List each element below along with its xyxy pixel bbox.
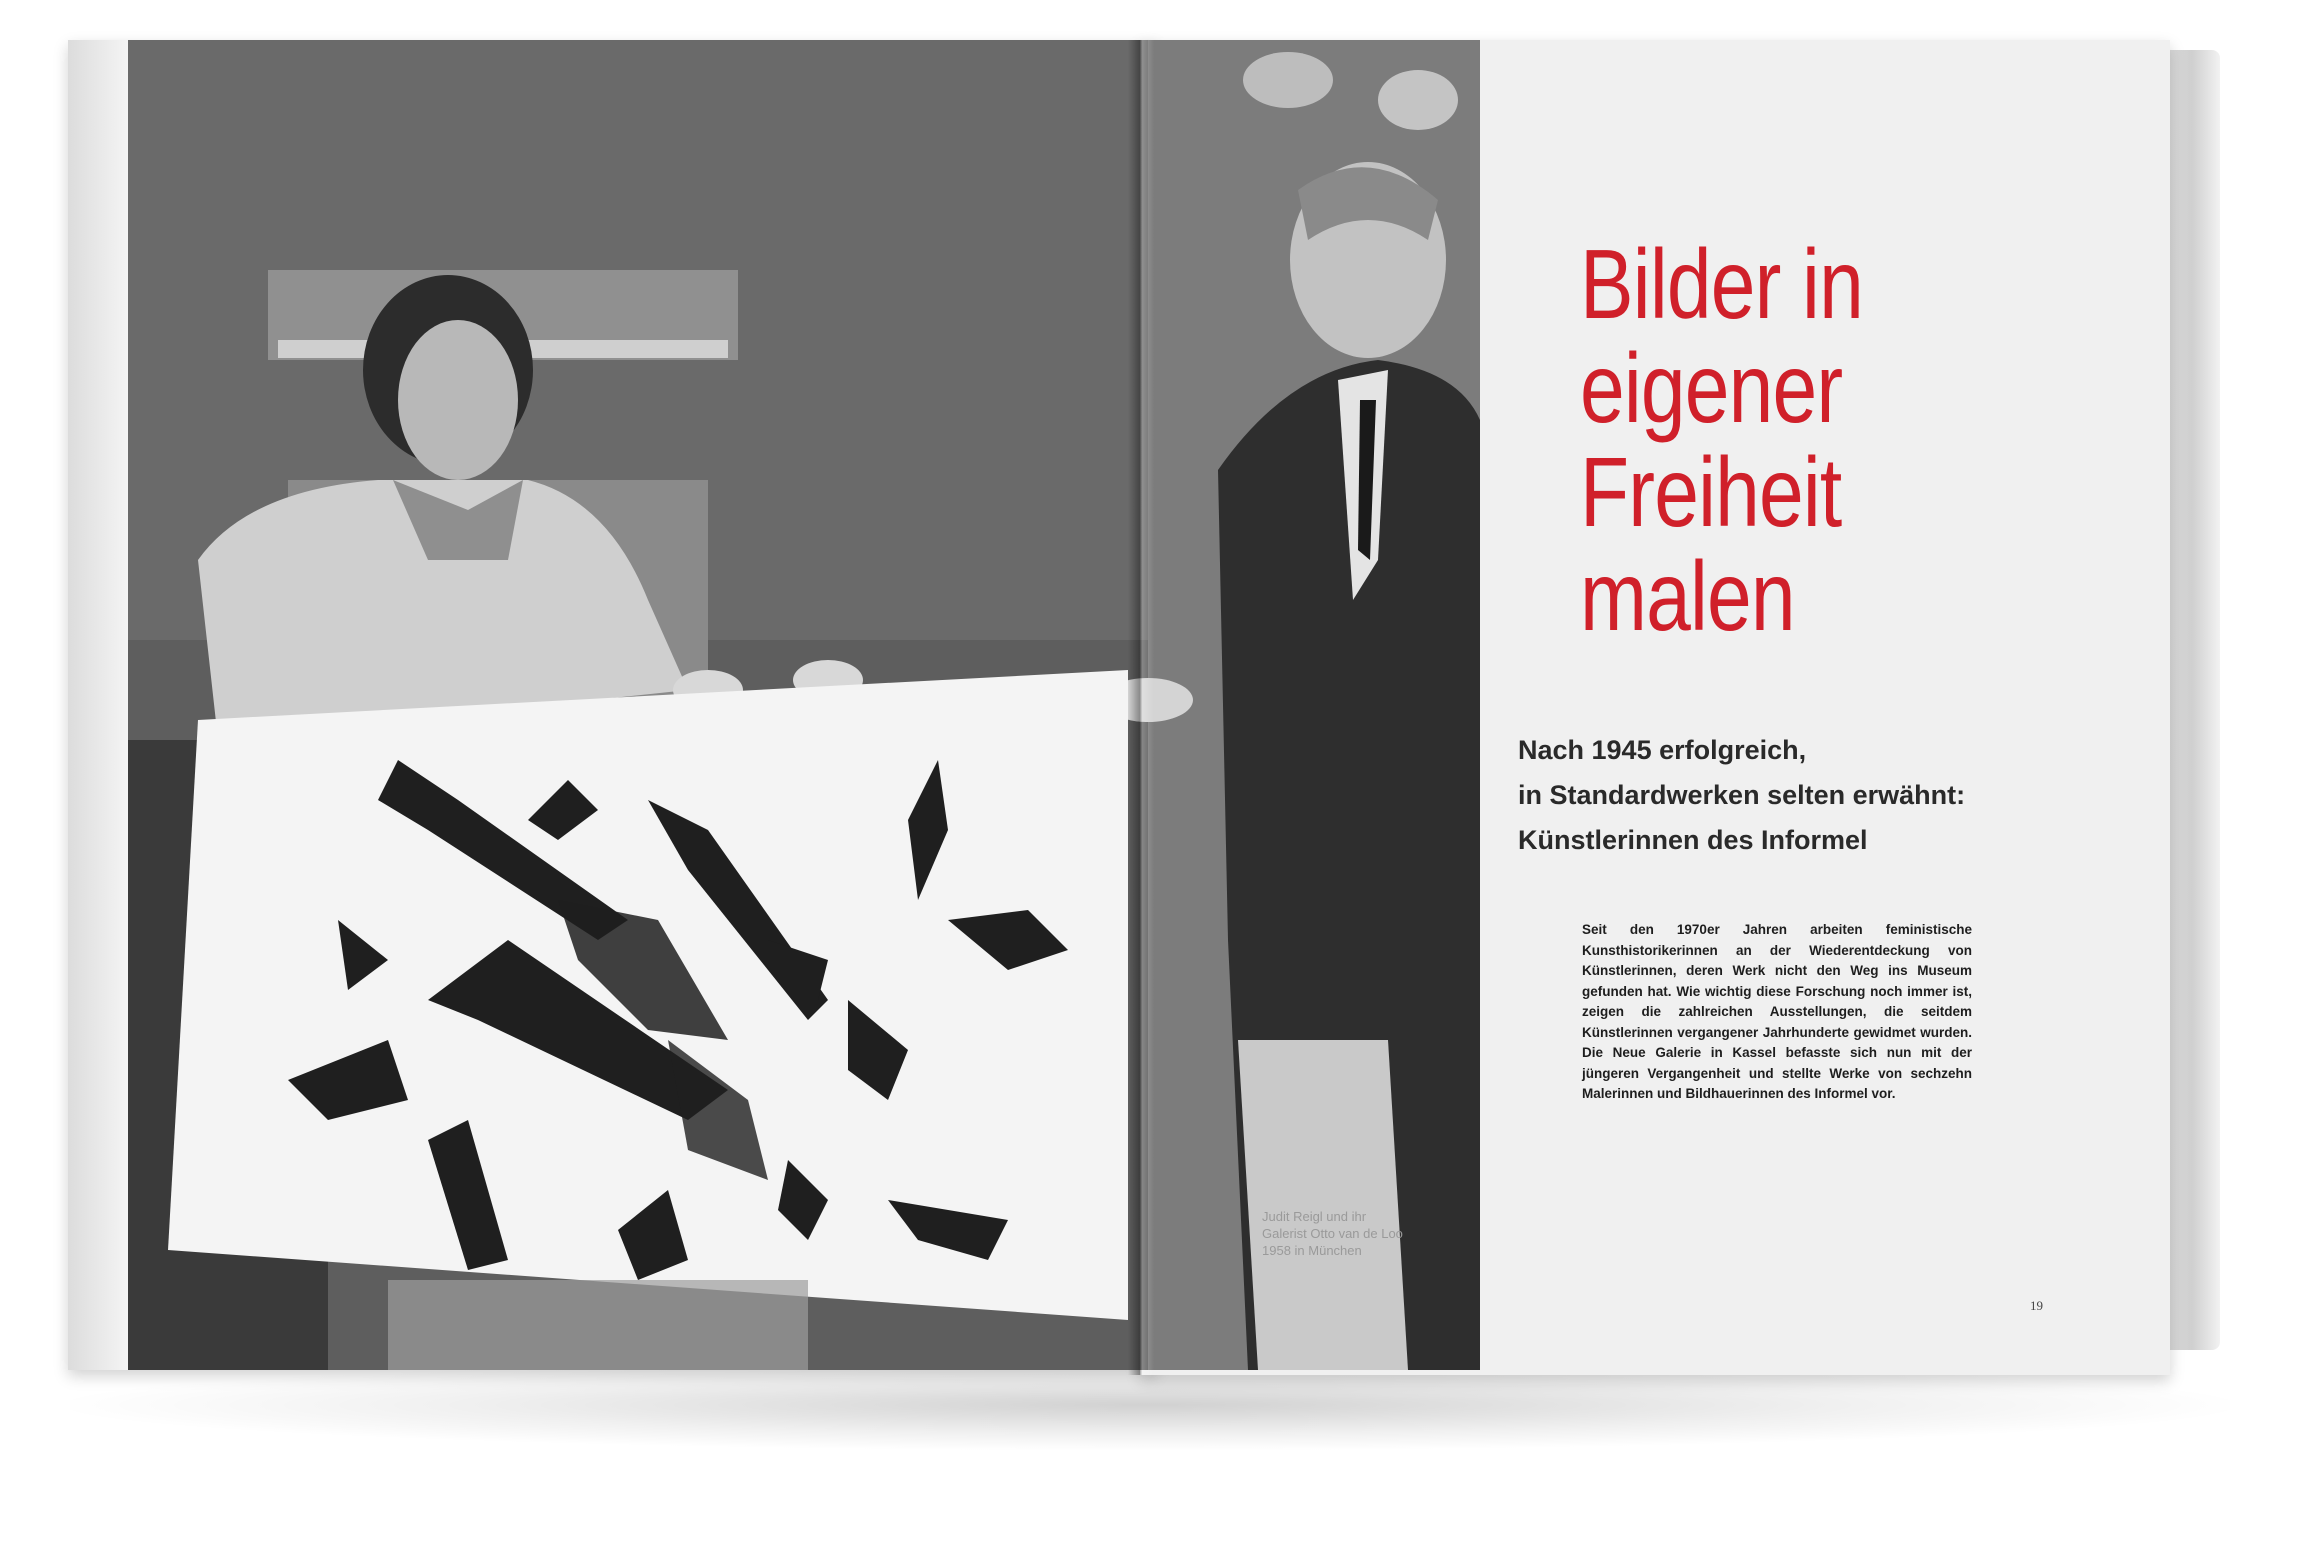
article-body: Seit den 1970er Jahren arbeiten feministische Kunsthistorikerinnen an der Wiederentdeckung von Künstlerinnen, deren Werk nicht den Weg ins Museum gefunden hat. Wie wichtig diese Forschung noch immer ist, zeigen die zahlreichen Ausstellungen, die seitdem Künstlerinnen vergangener Jahrhunderte gewidmet wurden. Die Neue Galerie in Kassel befasste sich nun mit der jüngeren Vergangenheit und stellte Werke von sechzehn Malerinnen und Bildhauerinnen des Informel vor.	[1582, 922, 1972, 1101]
caption-line-1: Judit Reigl und ihr	[1262, 1209, 1367, 1224]
left-page-edge	[68, 40, 128, 1370]
photo-caption	[1262, 1208, 1442, 1259]
photograph-illustration	[128, 40, 1480, 1370]
headline-line-4: malen	[1580, 541, 1795, 651]
page-gutter	[1128, 40, 1154, 1375]
article-subtitle	[1518, 728, 2118, 863]
subtitle-line-2: in Standardwerken selten erwähnt:	[1518, 780, 1966, 810]
headline-line-1: Bilder in	[1580, 229, 1863, 339]
black-and-white-photograph	[128, 40, 1480, 1370]
article-headline	[1580, 229, 2039, 651]
subtitle-line-3: Künstlerinnen des Informel	[1518, 825, 1868, 855]
caption-line-2: Galerist Otto van de Loo	[1262, 1226, 1403, 1241]
subtitle-line-1: Nach 1945 erfolgreich,	[1518, 735, 1807, 765]
page-number: 19	[2030, 1298, 2043, 1313]
caption-line-3: 1958 in München	[1262, 1243, 1362, 1258]
headline-line-2: eigener	[1580, 333, 1843, 443]
headline-line-3: Freiheit	[1580, 437, 1842, 547]
